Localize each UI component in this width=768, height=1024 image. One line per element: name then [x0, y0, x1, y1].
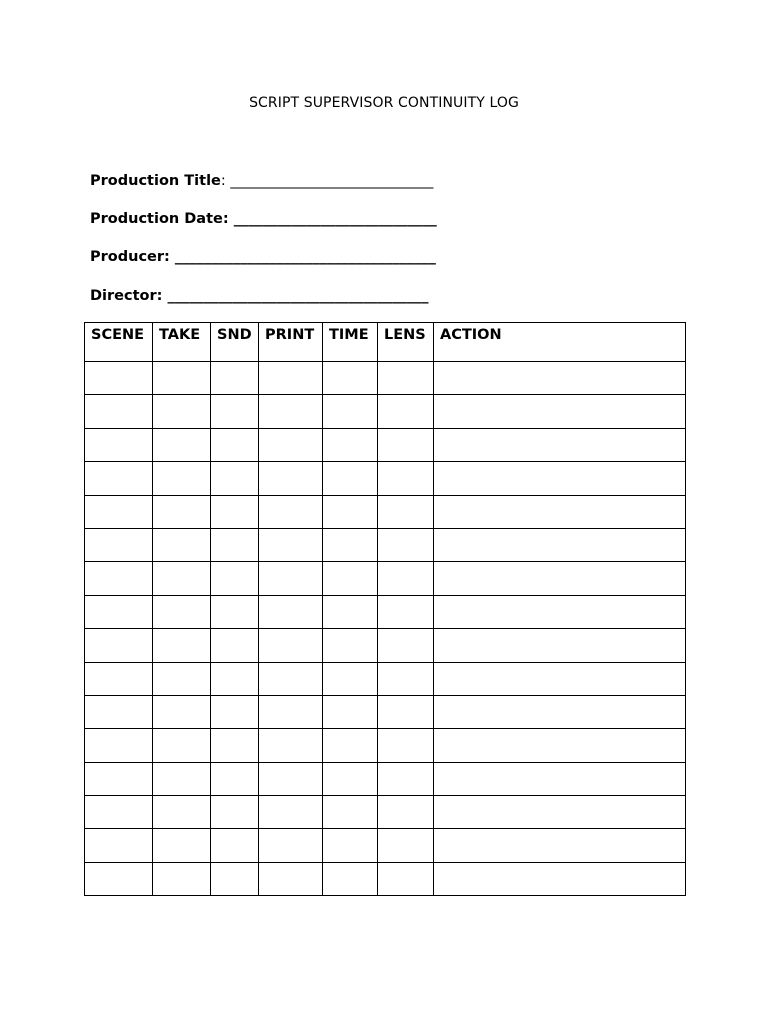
table-cell-time[interactable]	[323, 695, 378, 728]
table-cell-lens[interactable]	[378, 862, 434, 895]
table-row	[85, 428, 686, 461]
table-cell-print[interactable]	[259, 528, 323, 561]
director-label: Director	[90, 288, 157, 304]
producer-label: Producer	[90, 249, 165, 265]
table-cell-scene[interactable]	[85, 528, 153, 561]
table-cell-snd[interactable]	[211, 729, 259, 762]
table-cell-print[interactable]	[259, 428, 323, 461]
table-cell-lens[interactable]	[378, 562, 434, 595]
table-cell-lens[interactable]	[378, 428, 434, 461]
document-title: SCRIPT SUPERVISOR CONTINUITY LOG	[249, 95, 519, 111]
director-colon: :	[156, 288, 163, 304]
table-cell-time[interactable]	[323, 662, 378, 695]
table-cell-action[interactable]	[434, 829, 686, 862]
table-cell-lens[interactable]	[378, 629, 434, 662]
table-cell-lens[interactable]	[378, 395, 434, 428]
table-cell-time[interactable]	[323, 362, 378, 395]
table-cell-scene[interactable]	[85, 395, 153, 428]
table-cell-lens[interactable]	[378, 695, 434, 728]
production-title-blank[interactable]: ____________________________	[225, 173, 434, 189]
table-cell-time[interactable]	[323, 395, 378, 428]
table-cell-print[interactable]	[259, 395, 323, 428]
table-cell-action[interactable]	[434, 462, 686, 495]
table-cell-action[interactable]	[434, 796, 686, 829]
table-cell-action[interactable]	[434, 729, 686, 762]
table-cell-snd[interactable]	[211, 662, 259, 695]
table-cell-time[interactable]	[323, 528, 378, 561]
table-cell-print[interactable]	[259, 796, 323, 829]
table-cell-time[interactable]	[323, 729, 378, 762]
table-row	[85, 862, 686, 895]
table-cell-lens[interactable]	[378, 829, 434, 862]
director-field	[90, 286, 429, 306]
column-header-scene: SCENE	[85, 323, 153, 362]
table-cell-scene[interactable]	[85, 862, 153, 895]
table-cell-action[interactable]	[434, 495, 686, 528]
table-cell-snd[interactable]	[211, 595, 259, 628]
table-cell-scene[interactable]	[85, 562, 153, 595]
table-cell-time[interactable]	[323, 829, 378, 862]
table-cell-print[interactable]	[259, 629, 323, 662]
table-cell-print[interactable]	[259, 662, 323, 695]
table-cell-snd[interactable]	[211, 629, 259, 662]
table-cell-take[interactable]	[153, 729, 211, 762]
column-header-snd: SND	[211, 323, 259, 362]
table-cell-snd[interactable]	[211, 395, 259, 428]
table-cell-take[interactable]	[153, 829, 211, 862]
producer-field	[90, 247, 436, 267]
table-cell-lens[interactable]	[378, 762, 434, 795]
director-blank[interactable]: ____________________________________	[162, 288, 429, 304]
table-cell-action[interactable]	[434, 395, 686, 428]
table-cell-time[interactable]	[323, 796, 378, 829]
table-row	[85, 729, 686, 762]
table-cell-time[interactable]	[323, 595, 378, 628]
table-cell-print[interactable]	[259, 595, 323, 628]
table-row	[85, 796, 686, 829]
table-cell-print[interactable]	[259, 462, 323, 495]
table-cell-lens[interactable]	[378, 796, 434, 829]
table-cell-scene[interactable]	[85, 762, 153, 795]
table-body	[85, 362, 686, 896]
table-cell-scene[interactable]	[85, 729, 153, 762]
table-cell-scene[interactable]	[85, 662, 153, 695]
table-row	[85, 662, 686, 695]
table-cell-action[interactable]	[434, 629, 686, 662]
table-cell-take[interactable]	[153, 362, 211, 395]
table-cell-take[interactable]	[153, 495, 211, 528]
table-cell-action[interactable]	[434, 562, 686, 595]
table-cell-time[interactable]	[323, 428, 378, 461]
table-row	[85, 495, 686, 528]
column-header-print: PRINT	[259, 323, 323, 362]
table-cell-time[interactable]	[323, 862, 378, 895]
table-row	[85, 829, 686, 862]
table-cell-take[interactable]	[153, 428, 211, 461]
table-header-row	[85, 323, 686, 362]
table-cell-snd[interactable]	[211, 428, 259, 461]
column-header-action: ACTION	[434, 323, 686, 362]
table-cell-print[interactable]	[259, 729, 323, 762]
table-cell-take[interactable]	[153, 562, 211, 595]
production-title-colon: :	[220, 173, 226, 189]
table-cell-scene[interactable]	[85, 796, 153, 829]
table-cell-take[interactable]	[153, 762, 211, 795]
table-cell-scene[interactable]	[85, 595, 153, 628]
table-cell-snd[interactable]	[211, 762, 259, 795]
table-cell-lens[interactable]	[378, 729, 434, 762]
table-cell-snd[interactable]	[211, 695, 259, 728]
table-cell-lens[interactable]	[378, 528, 434, 561]
table-cell-action[interactable]	[434, 762, 686, 795]
table-cell-lens[interactable]	[378, 595, 434, 628]
table-cell-print[interactable]	[259, 495, 323, 528]
table-cell-snd[interactable]	[211, 829, 259, 862]
table-cell-action[interactable]	[434, 528, 686, 561]
production-title-field	[90, 171, 433, 191]
column-header-lens: LENS	[378, 323, 434, 362]
table-cell-print[interactable]	[259, 562, 323, 595]
table-cell-scene[interactable]	[85, 629, 153, 662]
continuity-log-table	[84, 322, 686, 896]
table-cell-time[interactable]	[323, 562, 378, 595]
table-cell-action[interactable]	[434, 695, 686, 728]
table-row	[85, 362, 686, 395]
table-cell-action[interactable]	[434, 362, 686, 395]
table-cell-lens[interactable]	[378, 495, 434, 528]
table-row	[85, 562, 686, 595]
table-cell-time[interactable]	[323, 495, 378, 528]
table-cell-take[interactable]	[153, 862, 211, 895]
table-cell-print[interactable]	[259, 695, 323, 728]
table-cell-print[interactable]	[259, 762, 323, 795]
table-cell-scene[interactable]	[85, 495, 153, 528]
table-cell-scene[interactable]	[85, 462, 153, 495]
table-cell-snd[interactable]	[211, 362, 259, 395]
table-cell-scene[interactable]	[85, 362, 153, 395]
production-date-colon: :	[222, 211, 229, 227]
producer-blank[interactable]: ____________________________________	[169, 249, 436, 265]
table-cell-print[interactable]	[259, 829, 323, 862]
column-header-time: TIME	[323, 323, 378, 362]
table-row	[85, 395, 686, 428]
table-cell-take[interactable]	[153, 395, 211, 428]
table-cell-action[interactable]	[434, 595, 686, 628]
table-cell-snd[interactable]	[211, 796, 259, 829]
table-cell-snd[interactable]	[211, 562, 259, 595]
column-header-take: TAKE	[153, 323, 211, 362]
table-cell-lens[interactable]	[378, 662, 434, 695]
table-cell-take[interactable]	[153, 528, 211, 561]
production-date-field	[90, 209, 437, 229]
table-cell-take[interactable]	[153, 595, 211, 628]
table-cell-snd[interactable]	[211, 462, 259, 495]
table-cell-action[interactable]	[434, 428, 686, 461]
table-row	[85, 462, 686, 495]
table-cell-time[interactable]	[323, 462, 378, 495]
producer-colon: :	[164, 249, 170, 265]
table-cell-lens[interactable]	[378, 362, 434, 395]
table-cell-scene[interactable]	[85, 829, 153, 862]
table-cell-lens[interactable]	[378, 462, 434, 495]
table-row	[85, 695, 686, 728]
table-cell-take[interactable]	[153, 462, 211, 495]
table-row	[85, 629, 686, 662]
table-cell-take[interactable]	[153, 695, 211, 728]
table-cell-time[interactable]	[323, 762, 378, 795]
table-row	[85, 528, 686, 561]
table-row	[85, 595, 686, 628]
table-cell-take[interactable]	[153, 662, 211, 695]
table-cell-snd[interactable]	[211, 495, 259, 528]
table-cell-action[interactable]	[434, 662, 686, 695]
production-date-blank[interactable]: ____________________________	[228, 211, 437, 227]
table-cell-scene[interactable]	[85, 695, 153, 728]
table-cell-print[interactable]	[259, 862, 323, 895]
table-cell-print[interactable]	[259, 362, 323, 395]
table-cell-take[interactable]	[153, 796, 211, 829]
table-cell-snd[interactable]	[211, 528, 259, 561]
production-date-label: Production Date	[90, 211, 223, 227]
table-cell-action[interactable]	[434, 862, 686, 895]
table-row	[85, 762, 686, 795]
table-cell-time[interactable]	[323, 629, 378, 662]
table-cell-snd[interactable]	[211, 862, 259, 895]
production-title-label: Production Title	[90, 173, 221, 189]
table-cell-take[interactable]	[153, 629, 211, 662]
table-cell-scene[interactable]	[85, 428, 153, 461]
